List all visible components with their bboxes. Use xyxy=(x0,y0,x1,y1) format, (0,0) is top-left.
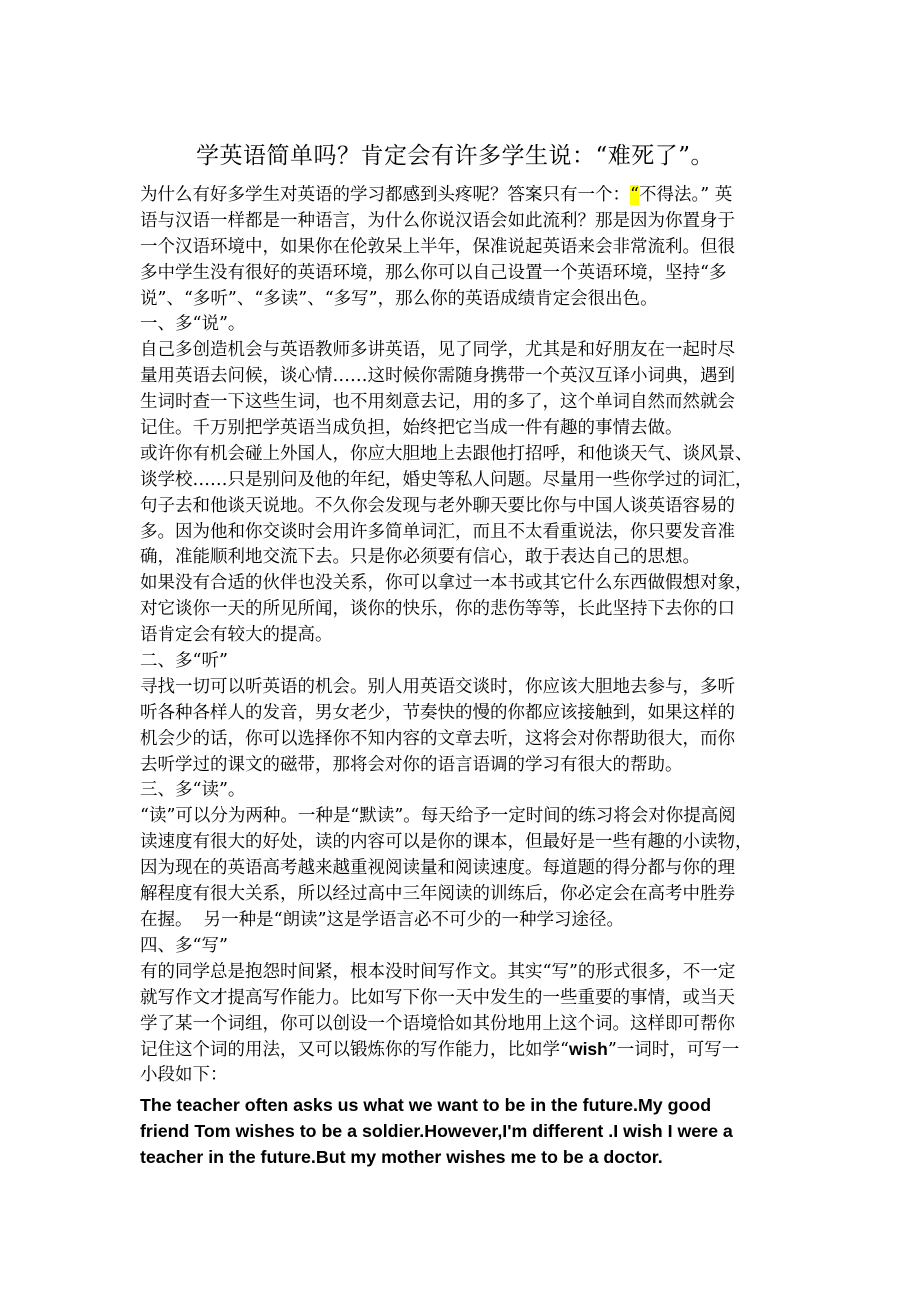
paragraph-line: 或许你有机会碰上外国人，你应大胆地上去跟他打招呼，和他谈天气、谈风景、 xyxy=(140,443,753,464)
intro-line xyxy=(140,183,800,209)
paragraph-line: 寻找一切可以听英语的机会。别人用英语交谈时，你应该大胆地去参与，多听 xyxy=(140,676,735,697)
paragraph-line: 小段如下： xyxy=(140,1065,228,1086)
paragraph-line: 有的同学总是抱怨时间紧，根本没时间写作文。其实“写”的形式很多，不一定 xyxy=(140,961,736,982)
english-example-line: The teacher often asks us what we want to be in the future.My good xyxy=(140,1095,712,1116)
section-heading-speak: 一、多“说”。 xyxy=(140,314,246,335)
section-heading-read: 三、多“读”。 xyxy=(140,780,246,801)
paragraph-line: 对它谈你一天的所见所闻，谈你的快乐，你的悲伤等等，长此坚持下去你的口 xyxy=(140,599,735,620)
paragraph-line: 因为现在的英语高考越来越重视阅读量和阅读速度。每道题的得分都与你的理 xyxy=(140,858,735,879)
intro-text: 为什么有好多学生对英语的学习都感到头疼呢？答案只有一个： xyxy=(140,185,630,205)
paragraph-line: 记住。千万别把学英语当成负担，始终把它当成一件有趣的事情去做。 xyxy=(140,418,683,439)
intro-text: 不得法。” 英 xyxy=(638,185,733,205)
paragraph-line: “读”可以分为两种。一种是“默读”。每天给予一定时间的练习将会对你提高阅 xyxy=(140,806,736,827)
paragraph-line: 谈学校……只是别问及他的年纪，婚史等私人问题。尽量用一些你学过的词汇， xyxy=(140,469,753,490)
paragraph-line: 听各种各样人的发音，男女老少，节奏快的慢的你都应该接触到，如果这样的 xyxy=(140,702,735,723)
paragraph-text: ”一词时，可写一 xyxy=(607,1040,740,1061)
paragraph-line: 如果没有合适的伙伴也没关系，你可以拿过一本书或其它什么东西做假想对象， xyxy=(140,573,753,594)
intro-line: 一个汉语环境中，如果你在伦敦呆上半年，保准说起英语来会非常流利。但很 xyxy=(140,236,735,257)
intro-line: 多中学生没有很好的英语环境，那么你可以自己设置一个英语环境，坚持“多 xyxy=(140,262,727,283)
paragraph-line: 就写作文才提高写作能力。比如写下你一天中发生的一些重要的事情，或当天 xyxy=(140,987,735,1008)
section-heading-listen: 二、多“听” xyxy=(140,651,228,672)
paragraph-line: 多。因为他和你交谈时会用许多简单词汇，而且不太看重说法，你只要发音准 xyxy=(140,521,735,542)
paragraph-line: 机会少的话，你可以选择你不知内容的文章去听，这将会对你帮助很大，而你 xyxy=(140,728,735,749)
paragraph-line: 量用英语去问候，谈心情……这时候你需随身携带一个英汉互译小词典，遇到 xyxy=(140,366,735,387)
document-title: 学英语简单吗？肯定会有许多学生说：“难死了”。 xyxy=(195,143,715,169)
intro-line: 说”、“多听”、“多读”、“多写”，那么你的英语成绩肯定会很出色。 xyxy=(140,288,658,309)
intro-line: 语与汉语一样都是一种语言，为什么你说汉语会如此流利？那是因为你置身于 xyxy=(140,210,735,231)
section-heading-write: 四、多“写” xyxy=(140,935,228,956)
paragraph-line: 自己多创造机会与英语教师多讲英语，见了同学，尤其是和好朋友在一起时尽 xyxy=(140,340,735,361)
highlighted-quote-mark: “ xyxy=(630,185,639,205)
paragraph-line: 去听学过的课文的磁带，那将会对你的语言语调的学习有很大的帮助。 xyxy=(140,754,683,775)
paragraph-line xyxy=(140,1037,800,1063)
paragraph-line: 学了某一个词组，你可以创设一个语境恰如其份地用上这个词。这样即可帮你 xyxy=(140,1013,735,1034)
document-body xyxy=(140,183,800,1170)
keyword-wish: wish xyxy=(568,1039,608,1060)
paragraph-text: 记住这个词的用法，又可以锻炼你的写作能力，比如学“ xyxy=(140,1040,569,1061)
english-example-line: teacher in the future.But my mother wishes me to be a doctor. xyxy=(140,1147,663,1168)
paragraph-line: 确，准能顺利地交流下去。只是你必须要有信心，敢于表达自己的思想。 xyxy=(140,547,700,568)
paragraph-line: 解程度有很大关系，所以经过高中三年阅读的训练后，你必定会在高考中胜券 xyxy=(140,884,735,905)
paragraph-line: 生词时查一下这些生词，也不用刻意去记，用的多了，这个单词自然而然就会 xyxy=(140,392,735,413)
paragraph-line: 句子去和他谈天说地。不久你会发现与老外聊天要比你与中国人谈英语容易的 xyxy=(140,495,735,516)
paragraph-line: 语肯定会有较大的提高。 xyxy=(140,625,333,646)
paragraph-line: 读速度有很大的好处，读的内容可以是你的课本，但最好是一些有趣的小读物， xyxy=(140,832,753,853)
paragraph-line: 在握。 另一种是“朗读”这是学语言必不可少的一种学习途径。 xyxy=(140,909,625,930)
english-example-line: friend Tom wishes to be a soldier.However,I'm different .I wish I were a xyxy=(140,1121,733,1142)
